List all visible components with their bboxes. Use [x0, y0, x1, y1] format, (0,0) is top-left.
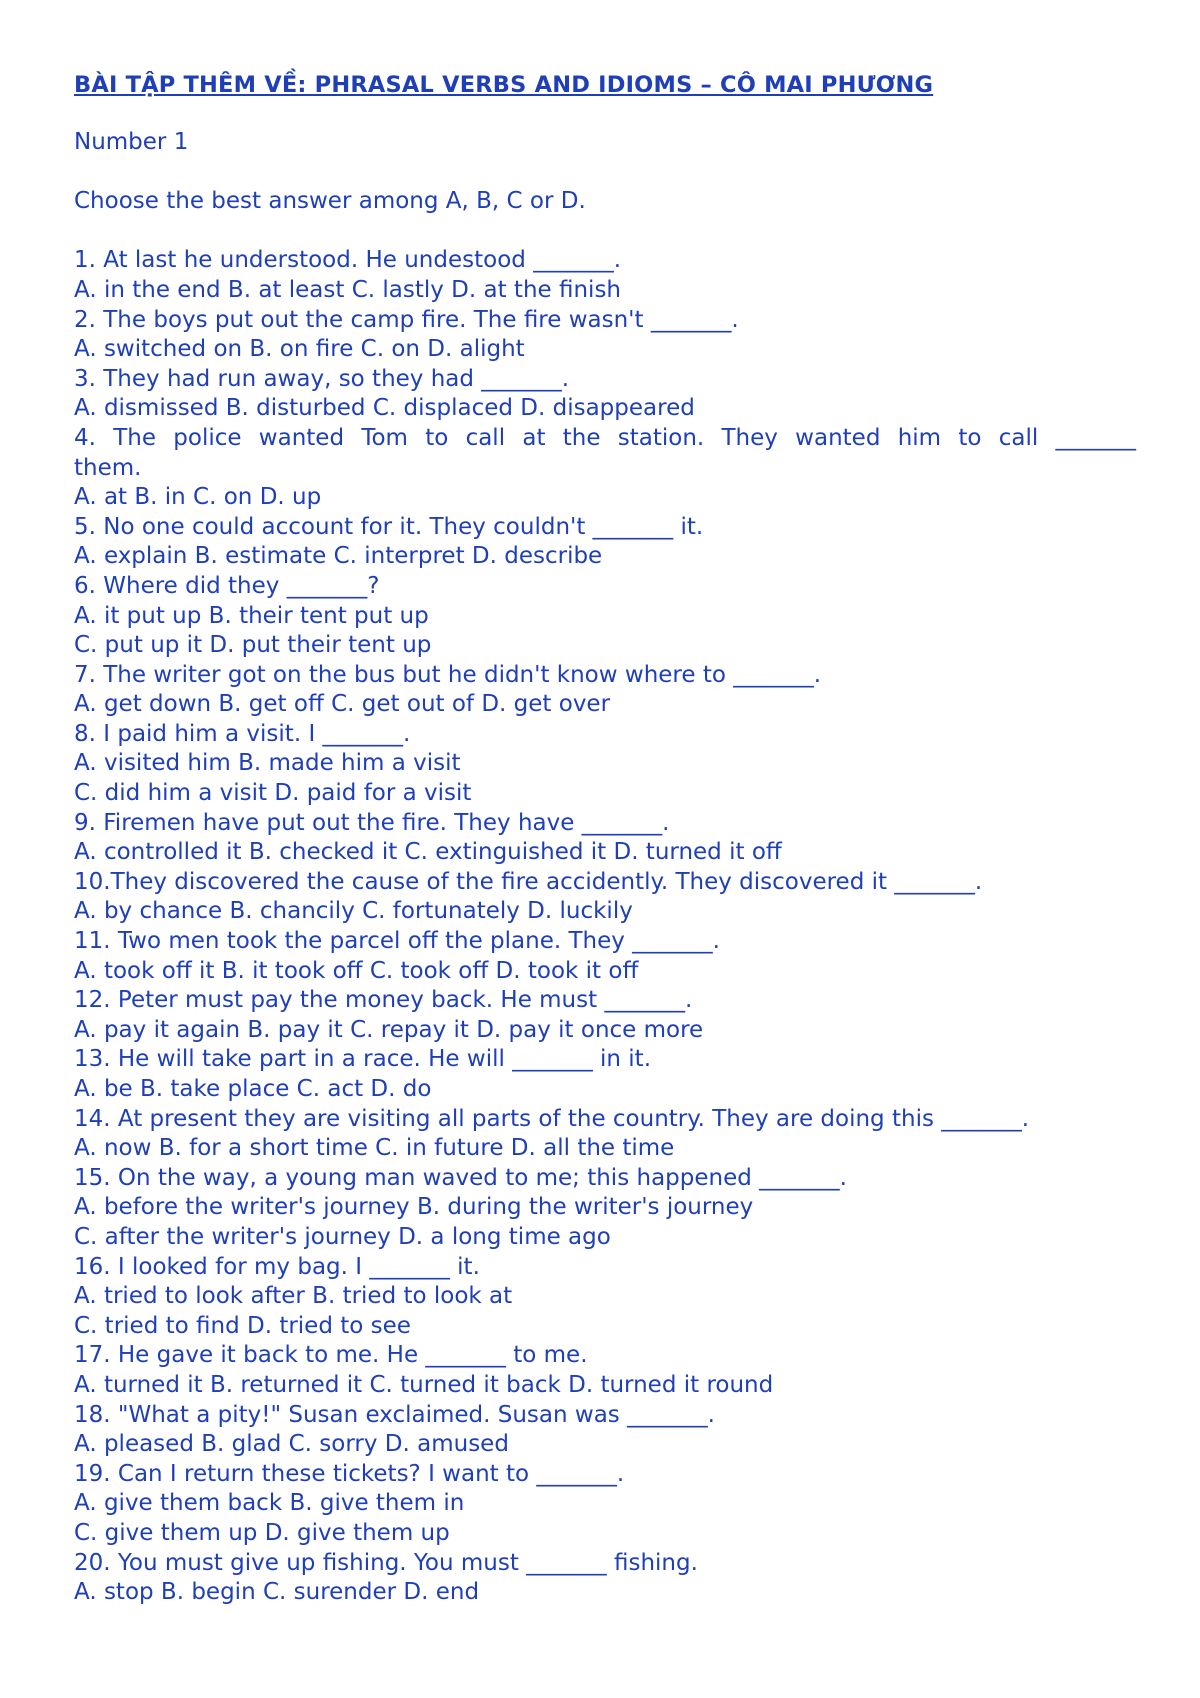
- question-item: [74, 986, 1136, 1045]
- question-item: [74, 1253, 1136, 1342]
- answer-options: A. turned it B. returned it C. turned it back D. turned it round: [74, 1371, 774, 1398]
- answer-options: A. dismissed B. disturbed C. displaced D. disappeared: [74, 395, 695, 422]
- answer-options: A. pleased B. glad C. sorry D. amused: [74, 1431, 509, 1458]
- spacer: [74, 100, 1136, 128]
- question-item: [74, 365, 1136, 424]
- answer-options: A. stop B. begin C. surender D. end: [74, 1579, 480, 1606]
- question-item: [74, 1105, 1136, 1164]
- question-stem: 20. You must give up fishing. You must _______ fishing.: [74, 1549, 698, 1576]
- document-content: [74, 70, 1136, 1608]
- answer-options: A. took off it B. it took off C. took off D. took it off: [74, 957, 639, 984]
- answer-options: A. in the end B. at least C. lastly D. at the finish: [74, 276, 622, 303]
- question-stem: 4. The police wanted Tom to call at the station. They wanted him to call _______: [74, 424, 1136, 451]
- answer-options: A. it put up B. their tent put up: [74, 602, 429, 629]
- spacer: [74, 217, 1136, 247]
- answer-options: A. explain B. estimate C. interpret D. describe: [74, 543, 603, 570]
- question-item: [74, 927, 1136, 986]
- answer-options: C. tried to find D. tried to see: [74, 1312, 411, 1339]
- question-stem: 2. The boys put out the camp fire. The fire wasn't _______.: [74, 306, 739, 333]
- answer-options: A. pay it again B. pay it C. repay it D. pay it once more: [74, 1016, 704, 1043]
- question-stem: 10.They discovered the cause of the fire accidently. They discovered it _______.: [74, 868, 983, 895]
- answer-options: A. visited him B. made him a visit: [74, 750, 461, 777]
- answer-options: A. get down B. get off C. get out of D. get over: [74, 691, 611, 718]
- answer-options: A. tried to look after B. tried to look at: [74, 1283, 513, 1310]
- answer-options: A. now B. for a short time C. in future D. all the time: [74, 1135, 675, 1162]
- question-item: [74, 1460, 1136, 1549]
- question-stem: 11. Two men took the parcel off the plane. They _______.: [74, 928, 720, 955]
- question-item: [74, 809, 1136, 868]
- question-item: [74, 720, 1136, 809]
- answer-options: A. be B. take place C. act D. do: [74, 1076, 432, 1102]
- question-list: [74, 246, 1136, 1607]
- question-stem: 5. No one could account for it. They couldn't _______ it.: [74, 513, 704, 540]
- question-stem: 19. Can I return these tickets? I want to _______.: [74, 1460, 625, 1487]
- answer-options: A. give them back B. give them in: [74, 1490, 465, 1517]
- answer-options: C. after the writer's journey D. a long time ago: [74, 1223, 611, 1250]
- answer-options: C. did him a visit D. paid for a visit: [74, 780, 472, 807]
- question-item: [74, 424, 1136, 513]
- question-stem-continued: them.: [74, 454, 142, 481]
- answer-options: C. give them up D. give them up: [74, 1519, 450, 1546]
- answer-options: A. by chance B. chancily C. fortunately D. luckily: [74, 898, 633, 925]
- document-title: BÀI TẬP THÊM VỀ: PHRASAL VERBS AND IDIOMS – CÔ MAI PHƯƠNG: [74, 72, 934, 98]
- instruction: Choose the best answer among A, B, C or D.: [74, 188, 586, 215]
- answer-options: A. at B. in C. on D. up: [74, 484, 322, 511]
- question-item: [74, 868, 1136, 927]
- question-item: [74, 1045, 1136, 1104]
- answer-options: C. put up it D. put their tent up: [74, 632, 432, 659]
- question-stem: 9. Firemen have put out the fire. They have _______.: [74, 809, 670, 836]
- answer-options: A. controlled it B. checked it C. extinguished it D. turned it off: [74, 839, 782, 866]
- question-item: [74, 513, 1136, 572]
- question-item: [74, 1341, 1136, 1400]
- question-stem: 13. He will take part in a race. He will _______ in it.: [74, 1046, 651, 1073]
- question-stem: 7. The writer got on the bus but he didn't know where to _______.: [74, 661, 822, 688]
- question-stem: 16. I looked for my bag. I _______ it.: [74, 1253, 480, 1280]
- question-stem: 17. He gave it back to me. He _______ to me.: [74, 1342, 588, 1369]
- answer-options: A. before the writer's journey B. during the writer's journey: [74, 1194, 754, 1221]
- question-item: [74, 1549, 1136, 1608]
- question-stem: 6. Where did they _______?: [74, 572, 380, 599]
- question-item: [74, 661, 1136, 720]
- question-stem: 8. I paid him a visit. I _______.: [74, 720, 411, 747]
- spacer: [74, 158, 1136, 188]
- question-item: [74, 246, 1136, 305]
- question-item: [74, 572, 1136, 661]
- question-item: [74, 1164, 1136, 1253]
- question-stem: 3. They had run away, so they had _______.: [74, 365, 570, 392]
- answer-options: A. switched on B. on fire C. on D. alight: [74, 336, 525, 363]
- question-item: [74, 1401, 1136, 1460]
- question-stem: 14. At present they are visiting all parts of the country. They are doing this _______.: [74, 1105, 1030, 1132]
- question-stem: 12. Peter must pay the money back. He must _______.: [74, 987, 693, 1014]
- question-stem: 18. "What a pity!" Susan exclaimed. Susan was _______.: [74, 1401, 715, 1428]
- question-stem: 15. On the way, a young man waved to me; this happened _______.: [74, 1164, 847, 1191]
- question-stem: 1. At last he understood. He undestood _______.: [74, 247, 622, 274]
- question-item: [74, 306, 1136, 365]
- exercise-number: Number 1: [74, 129, 189, 155]
